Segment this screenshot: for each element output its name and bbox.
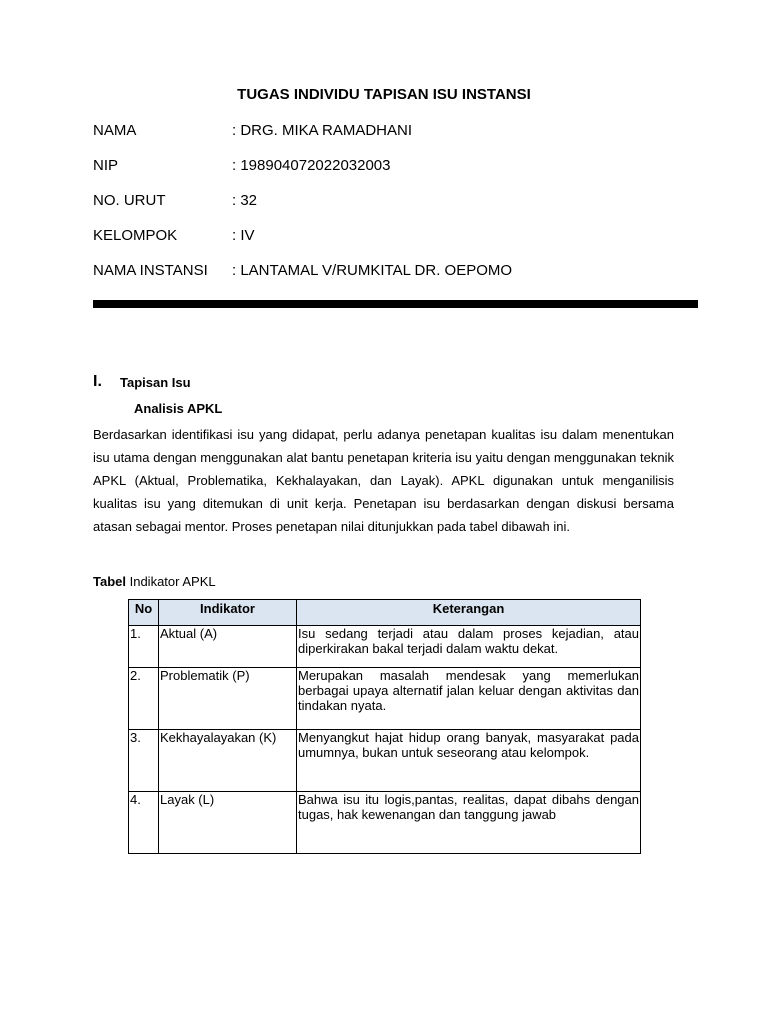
info-label: NO. URUT xyxy=(93,192,166,209)
info-value: : DRG. MIKA RAMADHANI xyxy=(232,122,413,139)
info-value: : 32 xyxy=(232,192,258,209)
cell-keterangan: Merupakan masalah mendesak yang memerlukan berbagai upaya alternatif jalan keluar dengan aktivitas dan tindakan nyata. xyxy=(297,668,641,730)
table-caption xyxy=(93,574,216,589)
cell-keterangan: Isu sedang terjadi atau dalam proses kejadian, atau diperkirakan bakal terjadi dalam waktu dekat. xyxy=(297,626,641,668)
info-label: NAMA xyxy=(93,122,137,139)
caption-prefix: Tabel xyxy=(93,574,126,589)
cell-indikator: Aktual (A) xyxy=(159,626,297,668)
table-header-row xyxy=(129,600,641,626)
cell-no: 1. xyxy=(129,626,159,668)
info-value: : LANTAMAL V/RUMKITAL DR. OEPOMO xyxy=(232,262,513,279)
apkl-table xyxy=(128,599,641,854)
header-divider xyxy=(93,300,698,308)
info-label: NAMA INSTANSI xyxy=(93,262,208,279)
info-label: KELOMPOK xyxy=(93,227,178,244)
subheading: Analisis APKL xyxy=(134,401,223,416)
table-row xyxy=(129,626,641,668)
cell-indikator: Kekhayalayakan (K) xyxy=(159,730,297,792)
cell-keterangan: Menyangkut hajat hidup orang banyak, masyarakat pada umumnya, bukan untuk seseorang atau kelompok. xyxy=(297,730,641,792)
header-indikator: Indikator xyxy=(159,600,297,626)
cell-indikator: Problematik (P) xyxy=(159,668,297,730)
header-no: No xyxy=(129,600,159,626)
section-number: I. xyxy=(93,373,102,390)
info-value: : 198904072022032003 xyxy=(232,157,391,174)
caption-text: Indikator APKL xyxy=(126,574,216,589)
cell-no: 4. xyxy=(129,792,159,854)
cell-no: 3. xyxy=(129,730,159,792)
cell-no: 2. xyxy=(129,668,159,730)
info-label: NIP xyxy=(93,157,119,174)
table-row xyxy=(129,730,641,792)
section-title: Tapisan Isu xyxy=(120,375,191,390)
info-value: : IV xyxy=(232,227,255,244)
body-paragraph: Berdasarkan identifikasi isu yang didapat, perlu adanya penetapan kualitas isu dalam menentukan isu utama dengan menggunakan alat bantu penetapan kriteria isu yaitu dengan menggunakan teknik APKL (Aktual, Problematika, Kekhalayakan, dan Layak). APKL digunakan untuk menganilisis kualitas isu yang ditemukan di unit kerja. Penetapan isu berdasarkan dengan diskusi bersama atasan sebagai mentor. Proses penetapan nilai ditunjukkan pada tabel dibawah ini. xyxy=(93,427,674,534)
header-keterangan: Keterangan xyxy=(297,600,641,626)
document-title: TUGAS INDIVIDU TAPISAN ISU INSTANSI xyxy=(237,86,531,103)
cell-keterangan: Bahwa isu itu logis,pantas, realitas, dapat dibahs dengan tugas, hak kewenangan dan tanggung jawab xyxy=(297,792,641,854)
cell-indikator: Layak (L) xyxy=(159,792,297,854)
table-row xyxy=(129,668,641,730)
table-row xyxy=(129,792,641,854)
